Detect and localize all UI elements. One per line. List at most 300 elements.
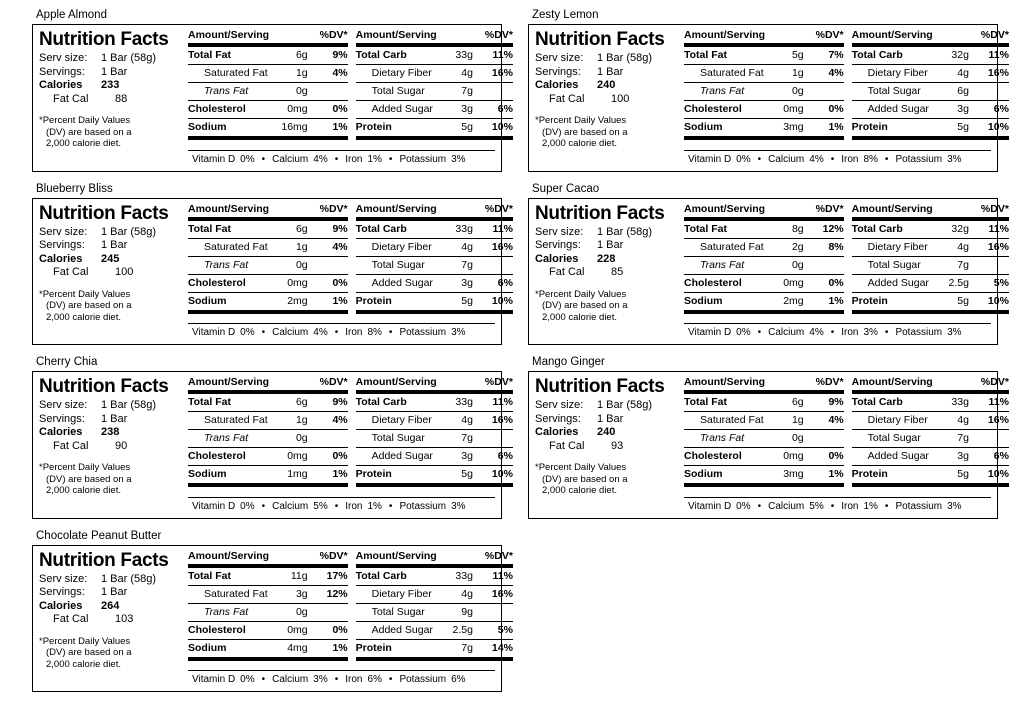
nutrient-daily-value: 5% xyxy=(497,623,513,636)
footnote-line-2: (DV) are based on a xyxy=(46,300,132,311)
nutrient-amount: 1g xyxy=(791,414,804,426)
nutrient-daily-value: 0% xyxy=(332,103,348,115)
bullet-separator-icon: • xyxy=(334,500,339,512)
nutrient-row xyxy=(684,65,844,83)
fat-calories-value: 85 xyxy=(611,266,624,278)
nutrient-daily-value: 12% xyxy=(822,222,844,235)
daily-value-label: %DV* xyxy=(484,29,513,41)
vitamin-value: 8% xyxy=(863,153,878,165)
footnote-line-3: 2,000 calorie diet. xyxy=(46,485,121,496)
nutrient-column-header xyxy=(356,203,513,221)
footnote-line-3: 2,000 calorie diet. xyxy=(542,485,617,496)
fat-calories-label: Fat Cal xyxy=(53,439,89,452)
nutrient-daily-value: 6% xyxy=(497,276,513,289)
vitamin-item xyxy=(688,500,751,514)
vitamin-item xyxy=(895,153,961,167)
servings-value: 1 Bar xyxy=(101,586,128,598)
vitamin-item xyxy=(895,326,961,340)
vitamin-item xyxy=(768,326,824,340)
vitamin-name: Calcium xyxy=(768,500,805,512)
vitamin-value: 3% xyxy=(863,327,878,338)
vitamin-name: Vitamin D xyxy=(192,153,236,165)
nutrition-facts-heading: Nutrition Facts xyxy=(535,202,665,224)
serving-size-value: 1 Bar (58g) xyxy=(597,399,653,411)
nutrient-name: Added Sugar xyxy=(867,450,929,462)
nutrient-amount: 9g xyxy=(461,605,473,618)
amount-per-serving-label: Amount/Serving xyxy=(851,376,933,388)
servings-label: Servings: xyxy=(39,412,85,425)
product-flavor-title: Chocolate Peanut Butter xyxy=(36,529,162,542)
amount-per-serving-label: Amount/Serving xyxy=(851,202,933,215)
nutrient-row xyxy=(188,83,348,101)
nutrition-facts-label xyxy=(528,198,1009,346)
footnote-line-1: *Percent Daily Values xyxy=(535,288,627,300)
nutrient-amount: 3g xyxy=(461,276,473,289)
panel-columns xyxy=(39,376,513,497)
serving-size-value: 1 Bar (58g) xyxy=(101,399,157,411)
calories-label: Calories xyxy=(39,599,83,612)
serving-info-block xyxy=(39,203,184,324)
nutrient-amount: 5g xyxy=(461,468,473,480)
nutrient-row xyxy=(684,466,844,487)
nutrient-daily-value: 4% xyxy=(332,414,348,426)
product-flavor-title: Apple Almond xyxy=(36,9,107,21)
fat-calories-label: Fat Cal xyxy=(549,266,585,278)
right-column xyxy=(528,8,1009,529)
nutrient-row xyxy=(188,586,348,604)
nutrient-daily-value: 4% xyxy=(332,67,348,79)
nutrient-amount: 3g xyxy=(461,103,473,115)
daily-value-label: %DV* xyxy=(980,376,1009,388)
nutrition-facts-heading: Nutrition Facts xyxy=(39,202,169,224)
vitamin-strip-wrapper xyxy=(684,150,991,167)
bullet-separator-icon: • xyxy=(334,153,339,165)
nutrient-row xyxy=(852,412,1009,430)
vitamin-name: Iron xyxy=(345,327,363,338)
footnote-line-2: (DV) are based on a xyxy=(542,126,628,138)
bullet-separator-icon: • xyxy=(884,327,889,338)
daily-value-label: %DV* xyxy=(815,29,844,41)
vitamin-item xyxy=(399,673,465,687)
nutrient-daily-value: 11% xyxy=(492,49,513,61)
footnote-line-3: 2,000 calorie diet. xyxy=(542,138,617,149)
nutrient-name: Total Carb xyxy=(851,396,903,408)
daily-value-label: %DV* xyxy=(319,376,348,388)
nutrient-amount: 0g xyxy=(791,85,804,97)
footnote-line-1: *Percent Daily Values xyxy=(535,462,627,473)
nutrient-row xyxy=(852,221,1009,239)
info-row xyxy=(39,399,180,413)
nutrient-name: Cholesterol xyxy=(684,450,742,462)
nutrient-row xyxy=(188,466,348,487)
vitamin-name: Calcium xyxy=(272,674,309,685)
nutrient-daily-value: 4% xyxy=(332,240,348,253)
bullet-separator-icon: • xyxy=(757,327,762,338)
nutrient-row xyxy=(684,430,844,448)
nutrient-name: Trans Fat xyxy=(700,432,745,444)
vitamin-value: 1% xyxy=(367,153,382,165)
serving-size-label: Serv size: xyxy=(535,399,584,411)
nutrient-amount: 2.5g xyxy=(948,276,969,289)
daily-value-label: %DV* xyxy=(319,202,348,215)
vitamin-value: 4% xyxy=(809,327,824,338)
amount-per-serving-label: Amount/Serving xyxy=(684,376,766,388)
nutrient-amount: 0g xyxy=(295,85,308,97)
serving-size-value: 1 Bar (58g) xyxy=(597,225,653,238)
nutrient-daily-value: 6% xyxy=(497,103,513,115)
info-row xyxy=(39,52,180,66)
calories-label: Calories xyxy=(535,79,579,91)
bullet-separator-icon: • xyxy=(388,153,393,165)
nutrition-panel xyxy=(528,182,1009,346)
nutrition-panel xyxy=(32,529,513,693)
nutrient-column-2 xyxy=(848,376,1013,497)
nutrient-row xyxy=(188,293,348,314)
nutrient-amount: 5g xyxy=(461,294,473,307)
nutrient-amount: 33g xyxy=(455,396,473,408)
nutrient-amount: 0mg xyxy=(287,276,308,289)
fat-calories-value: 90 xyxy=(115,439,128,452)
nutrition-panel xyxy=(528,8,1009,172)
vitamin-item xyxy=(841,326,878,340)
nutrient-row xyxy=(188,394,348,412)
nutrient-amount: 0g xyxy=(791,432,804,444)
nutrient-column-1 xyxy=(184,29,352,150)
nutrient-column-1 xyxy=(184,550,352,671)
nutrient-amount: 2.5g xyxy=(452,623,473,636)
vitamin-value: 1% xyxy=(367,500,382,512)
nutrient-row xyxy=(188,604,348,622)
nutrient-amount: 4g xyxy=(461,587,473,600)
amount-per-serving-label: Amount/Serving xyxy=(355,29,437,41)
vitamin-name: Potassium xyxy=(399,153,447,165)
vitamin-name: Calcium xyxy=(768,153,805,165)
nutrient-amount: 33g xyxy=(455,49,473,61)
amount-per-serving-label: Amount/Serving xyxy=(355,376,437,388)
nutrient-row xyxy=(356,622,513,640)
vitamin-item xyxy=(345,673,382,687)
footnote-line-2: (DV) are based on a xyxy=(46,647,132,658)
nutrient-row xyxy=(684,221,844,239)
footnote-line-2: (DV) are based on a xyxy=(542,300,628,311)
vitamin-value: 4% xyxy=(313,327,328,338)
nutrient-amount: 0g xyxy=(295,605,308,618)
nutrient-row xyxy=(356,239,513,257)
nutrient-name: Dietary Fiber xyxy=(867,414,928,426)
nutrition-facts-label xyxy=(32,545,513,693)
nutrient-name: Total Sugar xyxy=(867,432,921,444)
vitamin-value: 0% xyxy=(240,674,255,685)
info-row xyxy=(39,586,180,600)
nutrient-row xyxy=(684,394,844,412)
nutrient-row xyxy=(356,101,513,119)
nutrient-row xyxy=(852,101,1009,119)
daily-value-label: %DV* xyxy=(484,376,513,388)
vitamin-strip xyxy=(192,151,495,167)
nutrient-amount: 0mg xyxy=(287,623,308,636)
vitamin-name: Vitamin D xyxy=(192,500,236,512)
nutrient-row xyxy=(188,275,348,293)
info-row xyxy=(535,253,676,267)
panel-body xyxy=(535,376,1009,514)
nutrient-row xyxy=(852,257,1009,275)
serving-size-value: 1 Bar (58g) xyxy=(597,52,653,64)
nutrient-amount: 3g xyxy=(957,103,969,115)
nutrient-name: Total Carb xyxy=(851,49,903,61)
footnote-line-3: 2,000 calorie diet. xyxy=(46,658,121,670)
nutrient-amount: 7g xyxy=(461,432,473,444)
info-row xyxy=(39,440,180,454)
bullet-separator-icon: • xyxy=(757,153,762,165)
serving-size-label: Serv size: xyxy=(535,52,584,64)
nutrient-amount: 5g xyxy=(957,294,969,307)
nutrient-row xyxy=(356,83,513,101)
nutrient-amount: 33g xyxy=(951,396,969,408)
daily-value-footnote xyxy=(39,636,180,671)
nutrient-daily-value: 9% xyxy=(332,222,348,235)
nutrient-daily-value: 10% xyxy=(987,294,1009,307)
vitamin-name: Iron xyxy=(841,327,859,338)
servings-label: Servings: xyxy=(39,65,85,78)
calories-label: Calories xyxy=(535,252,579,265)
vitamin-strip xyxy=(688,151,991,167)
nutrient-column-1 xyxy=(680,29,848,150)
nutrient-daily-value: 1% xyxy=(828,468,844,480)
daily-value-footnote xyxy=(39,462,180,497)
nutrient-daily-value: 12% xyxy=(326,587,348,600)
nutrient-row xyxy=(852,119,1009,140)
vitamin-value: 3% xyxy=(313,674,328,685)
daily-value-label: %DV* xyxy=(815,202,844,215)
nutrient-column-2 xyxy=(352,29,517,150)
amount-per-serving-label: Amount/Serving xyxy=(851,29,933,41)
calories-label: Calories xyxy=(39,252,83,265)
nutrient-row xyxy=(188,221,348,239)
nutrient-daily-value: 16% xyxy=(491,587,513,600)
nutrient-name: Total Sugar xyxy=(371,432,425,444)
vitamin-value: 4% xyxy=(809,153,824,165)
nutrient-row xyxy=(356,394,513,412)
nutrient-amount: 1g xyxy=(791,67,804,79)
vitamin-item xyxy=(688,326,751,340)
serving-size-value: 1 Bar (58g) xyxy=(101,572,157,585)
nutrient-column-header xyxy=(852,376,1009,394)
servings-label: Servings: xyxy=(535,239,581,251)
nutrient-daily-value: 17% xyxy=(326,569,348,582)
nutrient-amount: 4g xyxy=(461,240,473,253)
nutrient-column-header xyxy=(188,550,348,568)
fat-calories-label: Fat Cal xyxy=(53,266,89,278)
nutrient-row xyxy=(852,83,1009,101)
nutrient-name: Total Carb xyxy=(355,222,407,235)
calories-value: 228 xyxy=(597,252,616,265)
nutrient-amount: 0g xyxy=(295,258,308,271)
vitamin-strip-wrapper xyxy=(684,323,991,340)
serving-info-block xyxy=(39,550,184,671)
nutrient-amount: 3g xyxy=(461,450,473,462)
bullet-separator-icon: • xyxy=(388,674,393,685)
vitamin-name: Potassium xyxy=(895,327,943,338)
nutrition-panel xyxy=(32,8,513,172)
vitamin-item xyxy=(895,500,961,514)
nutrient-name: Sodium xyxy=(188,121,227,133)
fat-calories-value: 100 xyxy=(611,92,630,105)
nutrient-column-header xyxy=(684,29,844,47)
vitamin-value: 0% xyxy=(736,153,751,165)
nutrition-facts-label xyxy=(528,371,1009,519)
nutrient-amount: 4g xyxy=(461,67,473,79)
fat-calories-value: 88 xyxy=(115,92,128,105)
nutrient-column-2 xyxy=(352,550,517,671)
nutrition-facts-label xyxy=(32,24,513,172)
nutrient-daily-value: 10% xyxy=(987,121,1009,133)
nutrient-row xyxy=(356,275,513,293)
amount-per-serving-label: Amount/Serving xyxy=(355,549,437,562)
footnote-line-3: 2,000 calorie diet. xyxy=(46,311,121,323)
vitamin-item xyxy=(345,153,382,167)
nutrient-name: Total Fat xyxy=(684,49,727,61)
vitamin-value: 4% xyxy=(313,153,328,165)
vitamin-name: Calcium xyxy=(272,327,309,338)
nutrient-row xyxy=(356,586,513,604)
nutrient-column-header xyxy=(356,376,513,394)
nutrition-facts-heading: Nutrition Facts xyxy=(39,29,169,50)
vitamin-value: 3% xyxy=(947,327,962,338)
vitamin-value: 0% xyxy=(240,500,255,512)
serving-size-label: Serv size: xyxy=(39,225,88,238)
nutrient-daily-value: 11% xyxy=(492,396,513,408)
info-row xyxy=(535,266,676,280)
nutrient-daily-value: 16% xyxy=(987,240,1009,253)
nutrient-row xyxy=(356,568,513,586)
nutrient-amount: 0mg xyxy=(783,103,804,115)
nutrient-row xyxy=(684,275,844,293)
info-row xyxy=(39,79,180,93)
info-row xyxy=(535,226,676,240)
nutrient-row xyxy=(852,466,1009,487)
nutrient-amount: 6g xyxy=(295,222,308,235)
vitamin-name: Vitamin D xyxy=(688,327,732,338)
vitamin-name: Calcium xyxy=(272,153,309,165)
nutrient-name: Total Carb xyxy=(355,569,407,582)
vitamin-value: 3% xyxy=(451,327,466,338)
serving-info-block xyxy=(535,376,680,497)
vitamin-item xyxy=(345,500,382,514)
vitamin-item xyxy=(272,153,328,167)
nutrient-name: Total Sugar xyxy=(867,258,921,271)
nutrient-name: Protein xyxy=(355,294,392,307)
nutrient-name: Saturated Fat xyxy=(204,587,268,600)
nutrient-daily-value: 16% xyxy=(491,240,513,253)
nutrient-name: Cholesterol xyxy=(188,103,246,115)
daily-value-footnote xyxy=(535,289,676,324)
nutrient-name: Total Sugar xyxy=(867,85,921,97)
servings-label: Servings: xyxy=(535,65,581,78)
nutrient-daily-value: 11% xyxy=(988,396,1009,408)
fat-calories-value: 103 xyxy=(115,613,134,625)
vitamin-value: 1% xyxy=(863,500,878,512)
nutrient-name: Sodium xyxy=(684,468,723,480)
info-row xyxy=(535,93,676,107)
daily-value-label: %DV* xyxy=(484,549,513,562)
footnote-line-2: (DV) are based on a xyxy=(46,126,132,138)
nutrient-name: Total Carb xyxy=(851,222,903,235)
nutrient-row xyxy=(852,293,1009,314)
vitamin-value: 6% xyxy=(367,674,382,685)
nutrient-name: Trans Fat xyxy=(204,85,249,97)
nutrient-amount: 0mg xyxy=(287,103,308,115)
info-row xyxy=(535,413,676,427)
daily-value-footnote xyxy=(39,115,180,150)
product-flavor-title: Mango Ginger xyxy=(532,356,605,368)
nutrient-name: Saturated Fat xyxy=(700,414,764,426)
servings-value: 1 Bar xyxy=(101,412,128,425)
nutrient-name: Protein xyxy=(355,641,392,654)
info-row xyxy=(535,79,676,93)
nutrient-name: Trans Fat xyxy=(700,85,745,97)
calories-value: 245 xyxy=(101,252,120,265)
nutrient-amount: 4g xyxy=(957,414,969,426)
nutrient-row xyxy=(852,47,1009,65)
nutrition-facts-label xyxy=(32,371,513,519)
left-column xyxy=(32,8,513,702)
nutrient-row xyxy=(852,65,1009,83)
nutrient-column-1 xyxy=(680,203,848,324)
vitamin-item xyxy=(399,326,465,340)
vitamin-name: Calcium xyxy=(272,500,309,512)
panel-columns xyxy=(39,29,513,150)
footnote-line-3: 2,000 calorie diet. xyxy=(46,138,121,149)
amount-per-serving-label: Amount/Serving xyxy=(188,549,270,562)
footnote-line-1: *Percent Daily Values xyxy=(39,635,131,647)
vitamin-item xyxy=(399,500,465,514)
nutrient-row xyxy=(852,239,1009,257)
nutrient-daily-value: 11% xyxy=(492,222,513,235)
panel-body xyxy=(39,549,513,688)
nutrient-amount: 33g xyxy=(455,222,473,235)
nutrient-name: Protein xyxy=(851,294,888,307)
bullet-separator-icon: • xyxy=(261,500,266,512)
calories-label: Calories xyxy=(39,79,83,91)
nutrient-name: Total Carb xyxy=(355,396,407,408)
nutrient-amount: 3g xyxy=(295,587,308,600)
amount-per-serving-label: Amount/Serving xyxy=(188,29,270,41)
nutrient-daily-value: 10% xyxy=(491,468,513,480)
nutrient-column-1 xyxy=(184,376,352,497)
product-flavor-title: Super Cacao xyxy=(532,182,600,195)
daily-value-label: %DV* xyxy=(319,549,348,562)
nutrient-row xyxy=(188,448,348,466)
nutrient-row xyxy=(188,640,348,661)
nutrient-daily-value: 1% xyxy=(332,294,348,307)
vitamin-strip-wrapper xyxy=(188,150,495,167)
nutrient-column-2 xyxy=(352,203,517,324)
nutrient-row xyxy=(356,448,513,466)
nutrient-row xyxy=(356,412,513,430)
nutrient-amount: 0mg xyxy=(783,450,804,462)
panel-body xyxy=(535,29,1009,167)
vitamin-name: Vitamin D xyxy=(688,153,732,165)
vitamin-item xyxy=(345,326,382,340)
nutrient-daily-value: 0% xyxy=(332,276,348,289)
nutrient-amount: 3mg xyxy=(783,121,804,133)
nutrient-column-header xyxy=(684,376,844,394)
amount-per-serving-label: Amount/Serving xyxy=(355,202,437,215)
daily-value-label: %DV* xyxy=(815,376,844,388)
servings-label: Servings: xyxy=(39,586,85,598)
bullet-separator-icon: • xyxy=(388,327,393,338)
nutrient-name: Total Sugar xyxy=(371,258,425,271)
